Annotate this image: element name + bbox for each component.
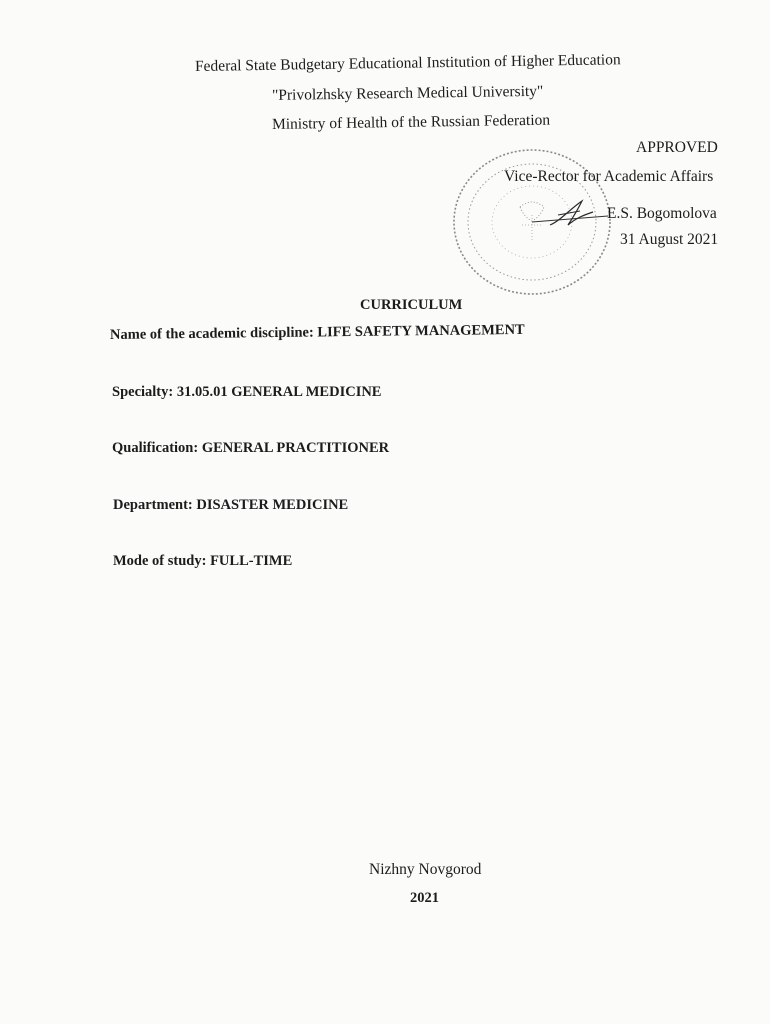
- mode-of-study-field: Mode of study: FULL-TIME: [113, 553, 293, 569]
- city: Nizhny Novgorod: [369, 861, 482, 878]
- qualification-field: Qualification: GENERAL PRACTITIONER: [112, 440, 390, 456]
- approval-date: 31 August 2021: [620, 231, 719, 248]
- specialty-field: Specialty: 31.05.01 GENERAL MEDICINE: [112, 384, 382, 400]
- document-title: CURRICULUM: [360, 297, 463, 313]
- department-field: Department: DISASTER MEDICINE: [113, 497, 349, 513]
- university-line: "Privolzhsky Research Medical University": [271, 82, 544, 104]
- institution-line: Federal State Budgetary Educational Institution of Higher Education: [194, 51, 621, 75]
- approver-position: Vice-Rector for Academic Affairs: [504, 168, 714, 185]
- signature: [530, 195, 610, 231]
- approved-label: APPROVED: [636, 139, 718, 156]
- ministry-line: Ministry of Health of the Russian Federation: [271, 111, 551, 133]
- year: 2021: [410, 890, 439, 906]
- approver-name: E.S. Bogomolova: [607, 205, 717, 222]
- discipline-field: Name of the academic discipline: LIFE SAFETY MANAGEMENT: [109, 321, 525, 343]
